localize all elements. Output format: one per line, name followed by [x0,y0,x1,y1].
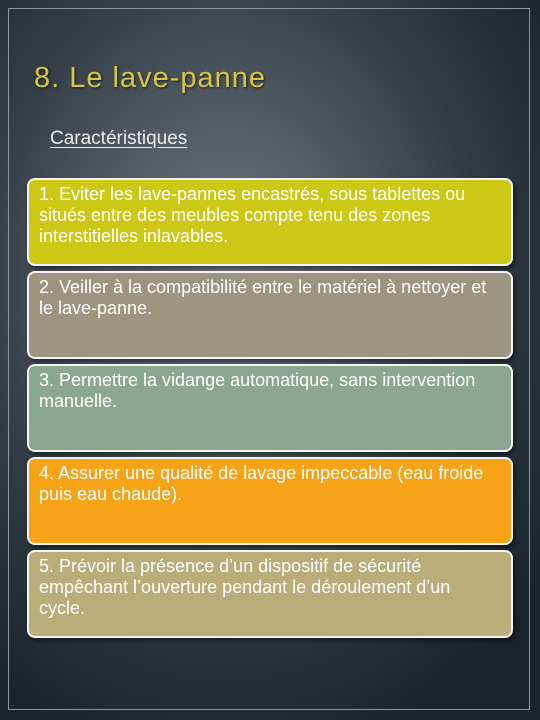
characteristic-item-1: 1. Eviter les lave-pannes encastrés, sous tablettes ou situés entre des meubles compte tenu des zones interstitielles inlavables. [27,178,513,266]
slide-subtitle: Caractéristiques [50,128,188,149]
characteristic-item-2: 2. Veiller à la compatibilité entre le matériel à nettoyer et le lave-panne. [27,271,513,359]
characteristics-list [27,178,513,643]
characteristic-item-3: 3. Permettre la vidange automatique, sans intervention manuelle. [27,364,513,452]
slide-title: 8. Le lave-panne [34,62,267,94]
characteristic-item-4: 4. Assurer une qualité de lavage impeccable (eau froide puis eau chaude). [27,457,513,545]
characteristic-item-5: 5. Prévoir la présence d’un dispositif de sécurité empêchant l’ouverture pendant le déroulement d’un cycle. [27,550,513,638]
